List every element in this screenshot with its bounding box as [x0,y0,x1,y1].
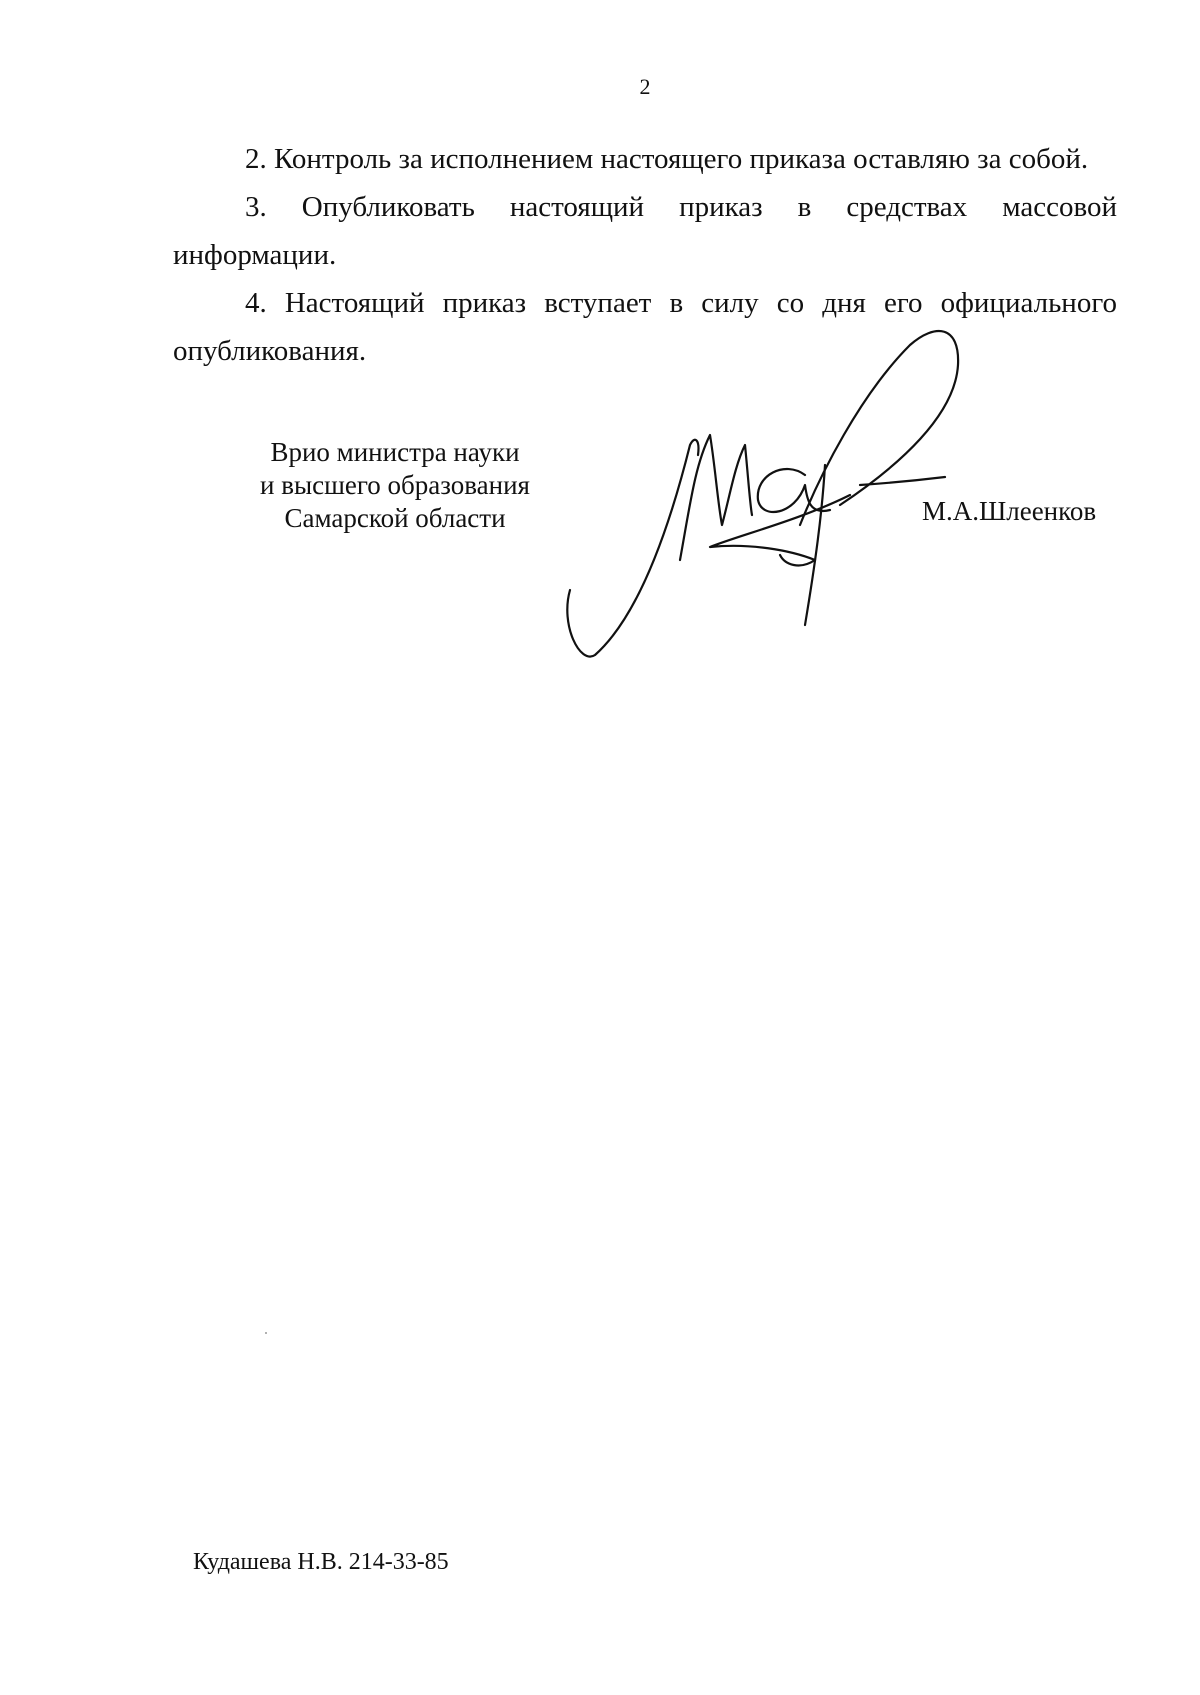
page-number: 2 [639,74,651,99]
paragraph-3: 3. Опубликовать настоящий приказ в средствах массовой информации. [173,191,1117,271]
executor-contact: Кудашева Н.В. 214-33-85 [193,1549,449,1575]
signatory-position [225,436,565,535]
position-line-2: и высшего образования [260,470,530,500]
signer-name: М.А.Шлеенков [922,496,1097,526]
position-line-1: Врио министра науки [270,437,520,467]
paragraph-2: 2. Контроль за исполнением настоящего приказа оставляю за собой. [245,143,1089,175]
position-line-3: Самарской области [284,503,506,533]
paragraph-4: 4. Настоящий приказ вступает в силу со дня его официального опубликования. [173,287,1117,367]
scan-speck [265,1332,267,1334]
